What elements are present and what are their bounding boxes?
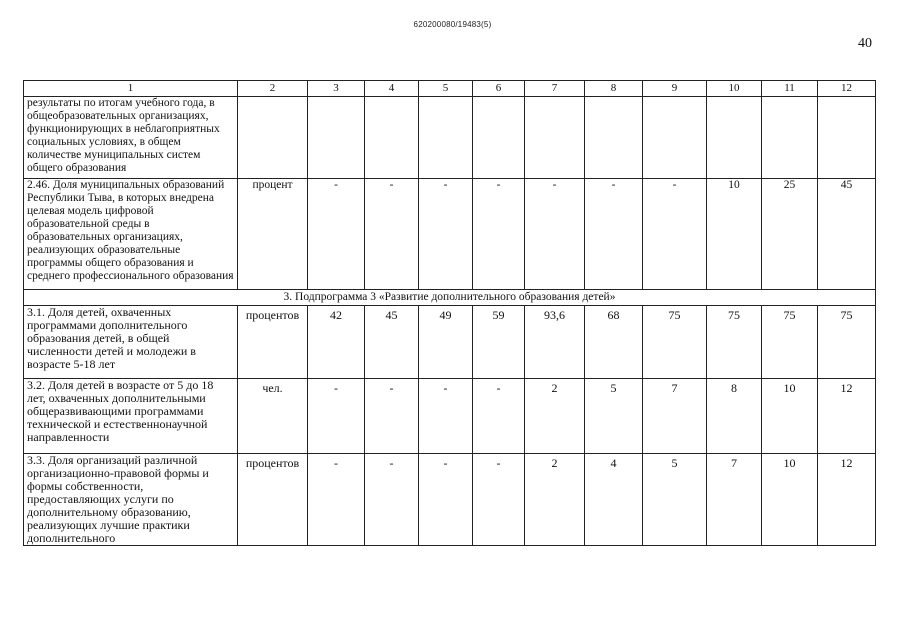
value-cell: 12 <box>818 454 876 546</box>
value-cell: 45 <box>818 179 876 290</box>
value-cell: 2 <box>525 454 585 546</box>
value-cell: - <box>473 379 525 454</box>
value-cell: - <box>308 454 365 546</box>
value-cell: 59 <box>473 306 525 379</box>
value-cell: 5 <box>585 379 643 454</box>
value-cell: 10 <box>707 179 762 290</box>
value-cell: - <box>643 179 707 290</box>
value-cell: 75 <box>707 306 762 379</box>
value-cell <box>818 97 876 179</box>
value-cell: - <box>365 454 419 546</box>
value-cell <box>643 97 707 179</box>
section-header-row <box>24 290 876 306</box>
value-cell <box>707 97 762 179</box>
page-number: 40 <box>858 36 872 51</box>
value-cell: 75 <box>818 306 876 379</box>
value-cell: - <box>365 379 419 454</box>
section-title: 3. Подпрограмма 3 «Развитие дополнительного образования детей» <box>24 290 876 306</box>
value-cell: - <box>419 179 473 290</box>
header-cell: 8 <box>585 81 643 97</box>
indicator-description: результаты по итогам учебного года, в общеобразовательных организациях, функционирующих в неблагоприятных социальных условиях, в общем количестве муниципальных систем общего образования <box>24 97 238 179</box>
value-cell: - <box>419 454 473 546</box>
value-cell: 42 <box>308 306 365 379</box>
value-cell: 7 <box>643 379 707 454</box>
value-cell: - <box>419 379 473 454</box>
header-cell: 4 <box>365 81 419 97</box>
value-cell: - <box>473 454 525 546</box>
header-cell: 11 <box>762 81 818 97</box>
table-row <box>24 97 876 179</box>
table-row <box>24 379 876 454</box>
value-cell: 7 <box>707 454 762 546</box>
value-cell: 75 <box>643 306 707 379</box>
value-cell <box>525 97 585 179</box>
header-cell: 12 <box>818 81 876 97</box>
value-cell <box>419 97 473 179</box>
value-cell: 8 <box>707 379 762 454</box>
indicators-table <box>23 80 876 546</box>
value-cell: 75 <box>762 306 818 379</box>
value-cell: 10 <box>762 454 818 546</box>
header-cell: 6 <box>473 81 525 97</box>
unit-cell <box>238 97 308 179</box>
value-cell: 5 <box>643 454 707 546</box>
value-cell: 49 <box>419 306 473 379</box>
value-cell <box>762 97 818 179</box>
value-cell: - <box>525 179 585 290</box>
value-cell <box>473 97 525 179</box>
value-cell: 12 <box>818 379 876 454</box>
value-cell <box>308 97 365 179</box>
header-cell: 3 <box>308 81 365 97</box>
indicator-description: 3.2. Доля детей в возрасте от 5 до 18 лет, охваченных дополнительными общеразвивающими программами технической и естественнонаучной направленности <box>24 379 238 454</box>
value-cell: 68 <box>585 306 643 379</box>
header-cell: 1 <box>24 81 238 97</box>
indicator-description: 3.1. Доля детей, охваченных программами дополнительного образования детей, в общей численности детей и молодежи в возрасте 5-18 лет <box>24 306 238 379</box>
value-cell: 93,6 <box>525 306 585 379</box>
value-cell: - <box>308 379 365 454</box>
value-cell: 2 <box>525 379 585 454</box>
indicator-description: 3.3. Доля организаций различной организационно-правовой формы и формы собственности, предоставляющих услуги по дополнительному образованию, реализующих лучшие практики дополнительного <box>24 454 238 546</box>
header-cell: 9 <box>643 81 707 97</box>
table-row <box>24 179 876 290</box>
table-row <box>24 306 876 379</box>
unit-cell: процентов <box>238 454 308 546</box>
header-cell: 2 <box>238 81 308 97</box>
value-cell: 4 <box>585 454 643 546</box>
value-cell <box>365 97 419 179</box>
value-cell: - <box>585 179 643 290</box>
unit-cell: процент <box>238 179 308 290</box>
value-cell: 45 <box>365 306 419 379</box>
value-cell: 10 <box>762 379 818 454</box>
document-code: 620200080/19483(5) <box>413 20 492 29</box>
value-cell: - <box>473 179 525 290</box>
header-cell: 7 <box>525 81 585 97</box>
unit-cell: чел. <box>238 379 308 454</box>
value-cell <box>585 97 643 179</box>
header-cell: 10 <box>707 81 762 97</box>
table-header-row <box>24 81 876 97</box>
unit-cell: процентов <box>238 306 308 379</box>
table-row <box>24 454 876 546</box>
value-cell: - <box>308 179 365 290</box>
header-cell: 5 <box>419 81 473 97</box>
indicator-description: 2.46. Доля муниципальных образований Республики Тыва, в которых внедрена целевая модель цифровой образовательной среды в образовательных организациях, реализующих образовательные программы общего образования и среднего профессионального образования <box>24 179 238 290</box>
value-cell: 25 <box>762 179 818 290</box>
value-cell: - <box>365 179 419 290</box>
